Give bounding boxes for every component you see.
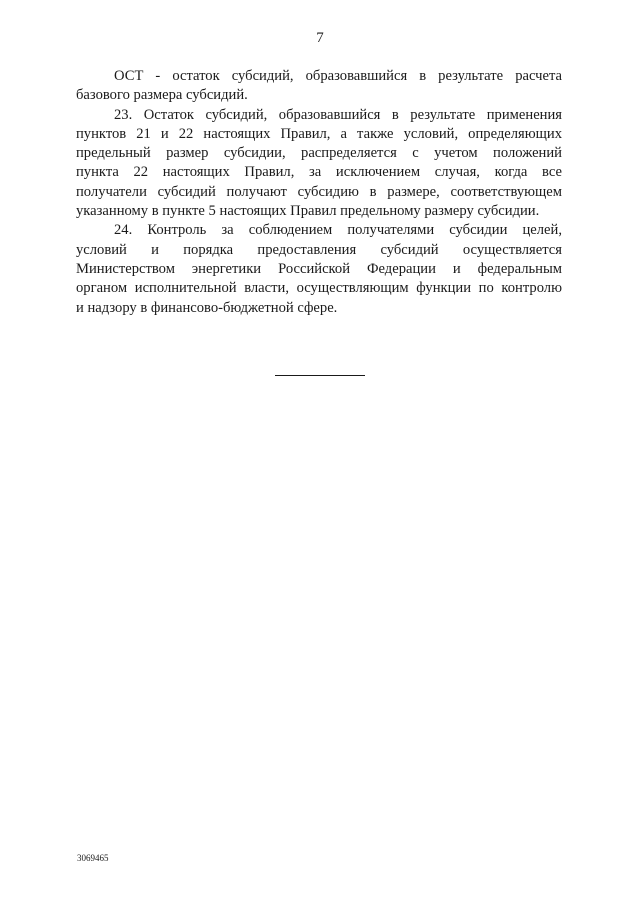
page-number: 7	[316, 30, 324, 46]
paragraph	[76, 67, 562, 106]
text-line: органом исполнительной власти, осуществляющим функции по контролю	[76, 280, 562, 297]
document-body	[76, 67, 562, 318]
text-line: ОСТ - остаток субсидий, образовавшийся в результате расчета	[114, 68, 562, 84]
text-line: пунктов 21 и 22 настоящих Правил, а также условий, определяющих	[76, 125, 562, 142]
text-line: Министерством энергетики Российской Федерации и федеральным	[76, 260, 562, 277]
text-line: условий и порядка предоставления субсидий осуществляется	[76, 241, 562, 258]
text-line: получатели субсидий получают субсидию в размере, соответствующем	[76, 183, 562, 200]
text-line: и надзору в финансово-бюджетной сфере.	[76, 299, 338, 316]
text-line: пункта 22 настоящих Правил, за исключением случая, когда все	[76, 164, 562, 181]
text-line: 23. Остаток субсидий, образовавшийся в результате применения	[114, 106, 562, 123]
paragraph	[76, 221, 562, 317]
text-line: базового размера субсидий.	[76, 87, 248, 104]
text-line: 24. Контроль за соблюдением получателями субсидии целей,	[114, 222, 562, 239]
paragraph	[76, 106, 562, 222]
end-divider	[275, 375, 365, 376]
text-line: указанному в пункте 5 настоящих Правил предельному размеру субсидии.	[76, 203, 540, 220]
text-line: предельный размер субсидии, распределяется с учетом положений	[76, 145, 562, 162]
document-code: 3069465	[77, 853, 109, 863]
